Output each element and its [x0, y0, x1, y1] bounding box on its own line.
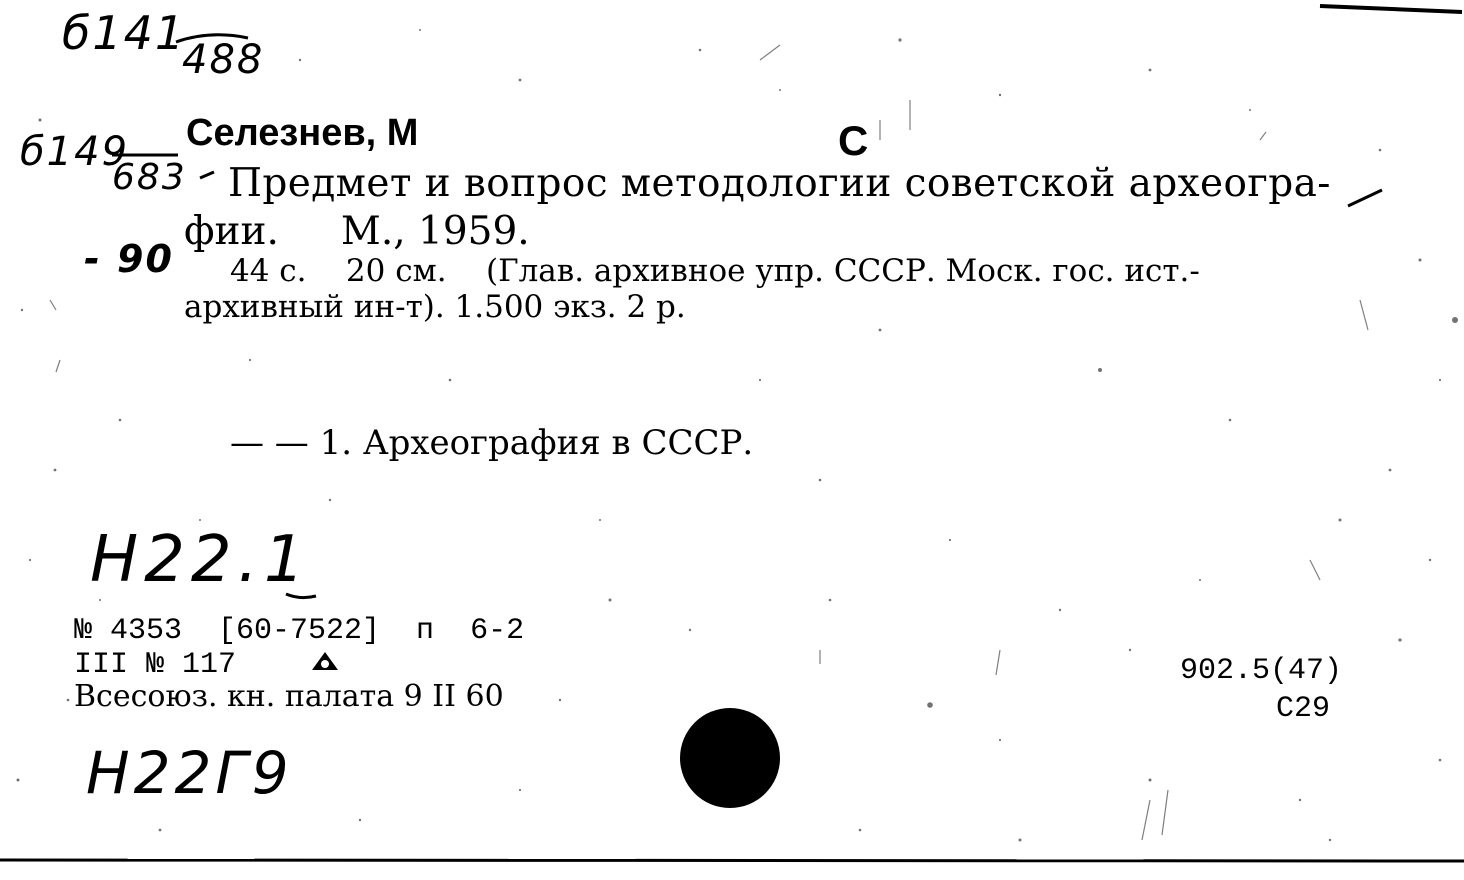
imprint-line-1: № 4353 [60-7522] п 6-2 [74, 614, 525, 648]
subject-entry: — — 1. Археография в СССР. [230, 423, 754, 463]
printer-mark-icon [310, 648, 340, 674]
author-heading: Селезнев, М [186, 112, 419, 154]
imprint-line-3: Всесоюз. кн. палата 9 II 60 [74, 679, 504, 714]
handwritten-class-mark-1: Н22.1 [90, 523, 311, 597]
imprint-line-2: III № 117 [74, 648, 237, 682]
description-line-1: 44 с. 20 см. (Глав. архивное упр. СССР. Моск. гос. ист.- [230, 253, 1200, 289]
bottom-edge-line [0, 852, 1464, 868]
author-sign: С29 [1276, 692, 1331, 726]
title-line-2: фии. М., 1959. [184, 209, 530, 254]
udc-classification: 902.5(47) [1180, 654, 1343, 688]
punch-hole [680, 708, 780, 808]
filing-letter: С [838, 117, 869, 164]
handwritten-class-mark-2: Н22Г9 [86, 739, 293, 807]
title-line-1: Предмет и вопрос методологии советской археогра- [228, 161, 1331, 206]
description-line-2: архивный ин-т). 1.500 экз. 2 р. [184, 289, 686, 325]
handwritten-shelf-mark-left-sub: 683 [112, 157, 187, 198]
top-edge-scratch [1318, 0, 1464, 20]
handwritten-shelf-mark-left-sub2: - 90 [84, 237, 174, 281]
handwritten-shelf-mark-top-sub: 488 [182, 37, 265, 83]
handwritten-shelf-mark-top: б141 [62, 6, 187, 60]
handwritten-shelf-mark-left: б149 [20, 129, 130, 175]
